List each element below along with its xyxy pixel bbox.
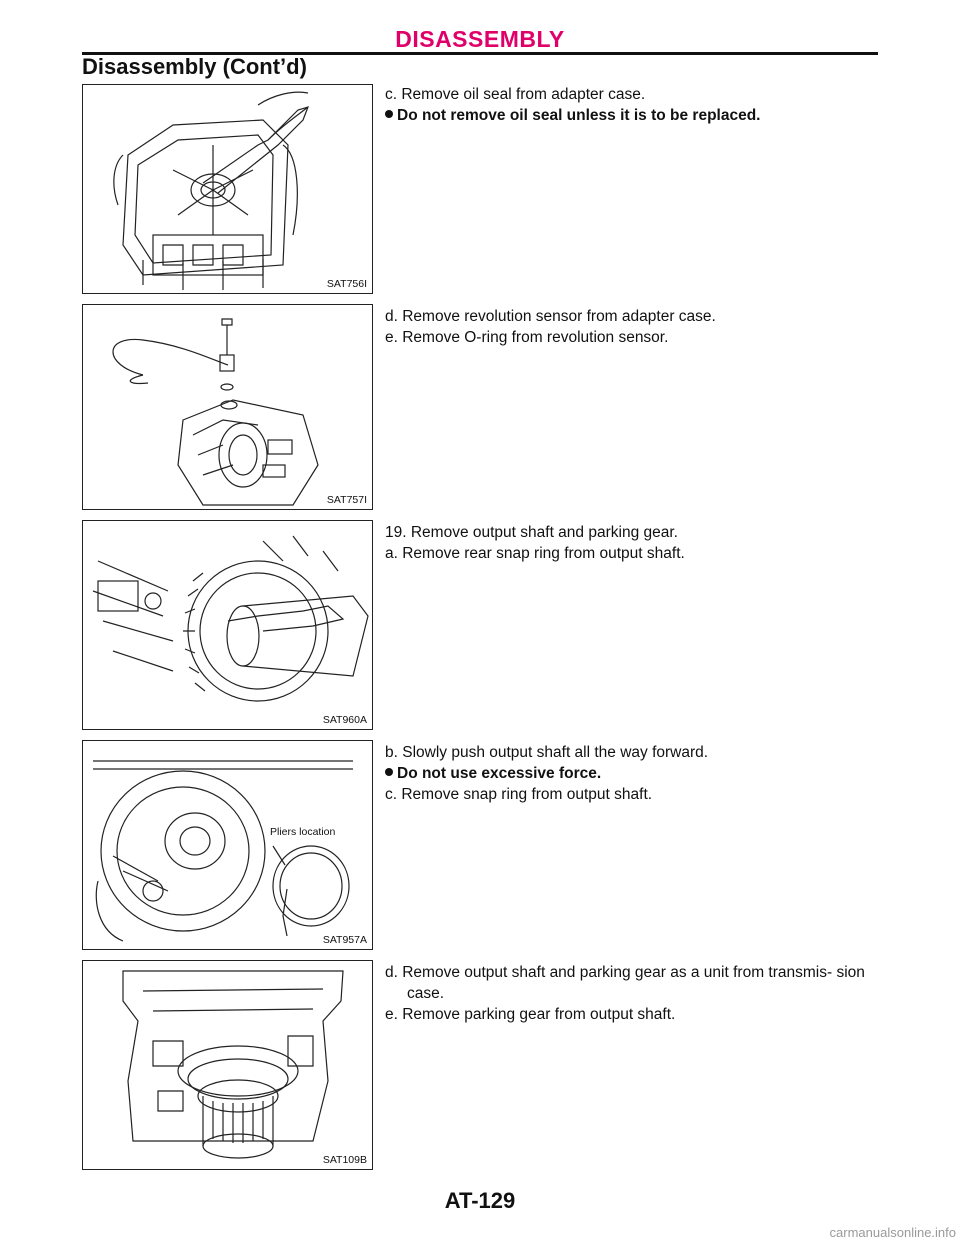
revolution-sensor-illustration — [83, 305, 372, 509]
bullet-icon — [385, 768, 393, 776]
caution-note: Do not remove oil seal unless it is to be replaced. — [385, 105, 885, 126]
page-subtitle: Disassembly (Cont’d) — [82, 54, 307, 79]
figure-oil-seal-removal — [82, 84, 373, 294]
step-c-remove-snap-ring: c. Remove snap ring from output shaft. — [385, 786, 653, 803]
step-d-remove-sensor: d. Remove revolution sensor from adapter case. — [385, 308, 716, 325]
caution-note: Do not use excessive force. — [385, 763, 885, 784]
instructions-parking-gear — [385, 962, 885, 1025]
bullet-icon — [385, 110, 393, 118]
section-title: DISASSEMBLY — [395, 26, 565, 52]
step-e-remove-o-ring: e. Remove O-ring from revolution sensor. — [385, 329, 669, 346]
instructions-revolution-sensor — [385, 306, 885, 348]
rear-snap-ring-illustration — [83, 521, 372, 729]
figure-revolution-sensor-removal — [82, 304, 373, 510]
figure-snap-ring-removal — [82, 740, 373, 950]
step-d-remove-shaft-and-gear: d. Remove output shaft and parking gear as a unit from transmis- sion case. — [385, 964, 865, 1002]
pliers-location-label: Pliers location — [270, 826, 336, 838]
step-a-remove-rear-snap-ring: a. Remove rear snap ring from output shaft. — [385, 545, 685, 562]
page-number: AT-129 — [444, 1188, 516, 1213]
figure-code: SAT960A — [322, 714, 367, 726]
instructions-snap-ring — [385, 742, 885, 805]
instructions-output-shaft — [385, 522, 885, 564]
figure-output-shaft-removal — [82, 960, 373, 1170]
step-b-push-output-shaft: b. Slowly push output shaft all the way forward. — [385, 744, 709, 761]
figure-code: SAT757I — [326, 494, 367, 506]
figure-code: SAT756I — [326, 278, 367, 290]
figure-code: SAT109B — [322, 1154, 367, 1166]
watermark: carmanualsonline.info — [829, 1225, 956, 1240]
step-c-remove-oil-seal: c. Remove oil seal from adapter case. — [385, 86, 646, 103]
figure-code: SAT957A — [322, 934, 367, 946]
step-e-remove-parking-gear: e. Remove parking gear from output shaft. — [385, 1006, 676, 1023]
snap-ring-illustration — [83, 741, 372, 949]
oil-seal-illustration — [83, 85, 372, 293]
output-shaft-illustration — [83, 961, 372, 1169]
figure-rear-snap-ring-removal — [82, 520, 373, 730]
instructions-oil-seal — [385, 84, 885, 126]
step-19-remove-output-shaft: 19. Remove output shaft and parking gear. — [385, 524, 678, 541]
